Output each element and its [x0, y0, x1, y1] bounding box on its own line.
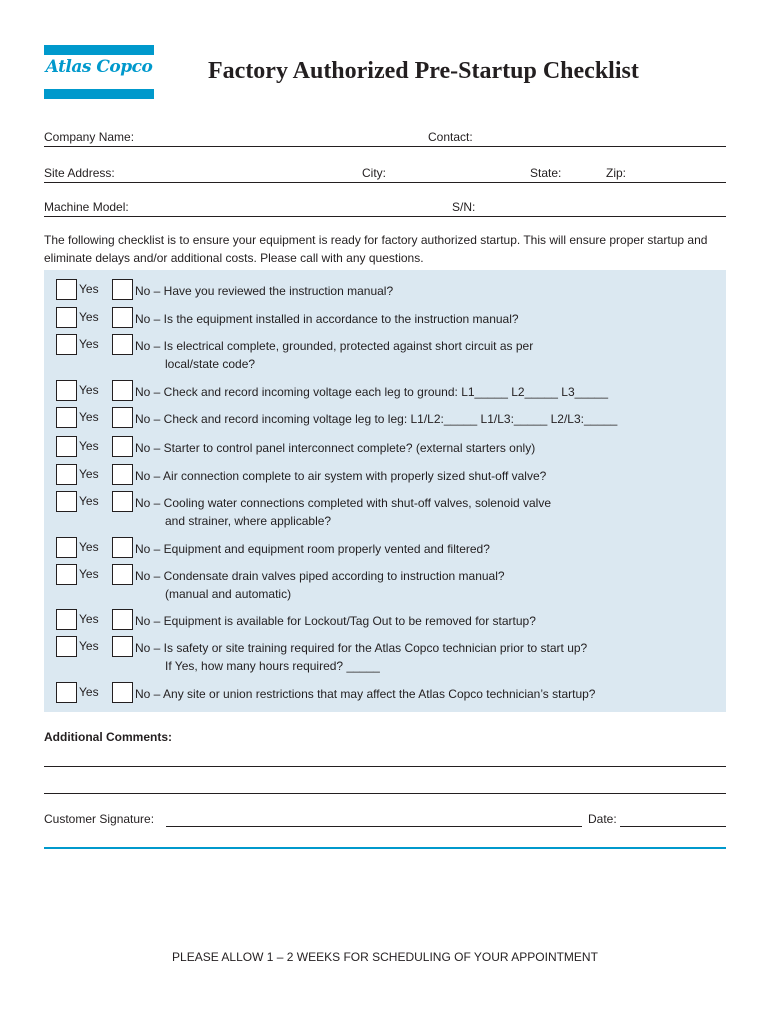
yes-label: Yes — [79, 685, 99, 699]
checklist-question — [135, 439, 535, 457]
yes-label: Yes — [79, 567, 99, 581]
comment-line[interactable] — [44, 766, 726, 767]
yes-label: Yes — [79, 337, 99, 351]
no-checkbox[interactable] — [112, 609, 133, 630]
yes-checkbox[interactable] — [56, 682, 77, 703]
customer-signature-label: Customer Signature: — [44, 812, 155, 826]
yes-label: Yes — [79, 467, 99, 481]
question-line-1: No – Starter to control panel interconnect complete? (external starters only) — [135, 441, 536, 455]
no-checkbox[interactable] — [112, 682, 133, 703]
no-checkbox[interactable] — [112, 436, 133, 457]
checklist-question — [135, 282, 393, 300]
yes-checkbox[interactable] — [56, 564, 77, 585]
question-line-2: (manual and automatic) — [165, 587, 292, 601]
page-title: Factory Authorized Pre-Startup Checklist — [208, 58, 639, 84]
footer-notice: PLEASE ALLOW 1 – 2 WEEKS FOR SCHEDULING OF YOUR APPOINTMENT — [172, 950, 598, 964]
question-line-1: No – Any site or union restrictions that may affect the Atlas Copco technician’s startup? — [135, 687, 596, 701]
yes-checkbox[interactable] — [56, 407, 77, 428]
yes-checkbox[interactable] — [56, 380, 77, 401]
customer-signature-line[interactable] — [166, 826, 582, 827]
address-row[interactable] — [44, 164, 726, 183]
question-line-2: and strainer, where applicable? — [165, 514, 332, 528]
yes-checkbox[interactable] — [56, 279, 77, 300]
question-line-1: No – Equipment is available for Lockout/Tag Out to be removed for startup? — [135, 614, 536, 628]
logo-top-bar — [44, 45, 154, 55]
checklist-question — [135, 540, 490, 558]
logo-bottom-bar — [44, 89, 154, 99]
additional-comments-label: Additional Comments: — [44, 730, 172, 744]
checklist-question — [135, 337, 533, 373]
checklist-question — [135, 639, 587, 675]
date-line[interactable] — [620, 826, 726, 827]
yes-label: Yes — [79, 494, 99, 508]
yes-checkbox[interactable] — [56, 334, 77, 355]
checklist-question — [135, 612, 536, 630]
checklist-question — [135, 410, 617, 428]
intro-text: The following checklist is to ensure your equipment is ready for factory authorized startup. This will ensure proper startup and eliminate delays and/or additional costs. Please call with any questions. — [44, 233, 708, 265]
site-address-label: Site Address: — [44, 166, 115, 180]
yes-checkbox[interactable] — [56, 491, 77, 512]
question-line-2: If Yes, how many hours required? _____ — [165, 659, 380, 673]
no-checkbox[interactable] — [112, 279, 133, 300]
yes-label: Yes — [79, 383, 99, 397]
no-checkbox[interactable] — [112, 636, 133, 657]
checklist-question — [135, 494, 551, 530]
no-checkbox[interactable] — [112, 564, 133, 585]
atlas-copco-logo — [44, 45, 154, 99]
no-checkbox[interactable] — [112, 307, 133, 328]
yes-checkbox[interactable] — [56, 464, 77, 485]
question-line-1: No – Check and record incoming voltage each leg to ground: L1_____ L2_____ L3_____ — [135, 385, 609, 399]
yes-checkbox[interactable] — [56, 636, 77, 657]
yes-label: Yes — [79, 410, 99, 424]
checklist-question — [135, 383, 608, 401]
question-line-1: No – Cooling water connections completed with shut-off valves, solenoid valve — [135, 496, 552, 510]
yes-label: Yes — [79, 540, 99, 554]
state-label: State: — [530, 166, 562, 180]
yes-label: Yes — [79, 612, 99, 626]
no-checkbox[interactable] — [112, 491, 133, 512]
city-label: City: — [362, 166, 386, 180]
comment-line[interactable] — [44, 793, 726, 794]
checklist-question — [135, 467, 546, 485]
date-label: Date: — [588, 812, 617, 826]
question-line-1: No – Equipment and equipment room properly vented and filtered? — [135, 542, 490, 556]
question-line-1: No – Have you reviewed the instruction manual? — [135, 284, 394, 298]
divider-rule — [44, 847, 726, 849]
checklist-question — [135, 685, 595, 703]
yes-label: Yes — [79, 310, 99, 324]
zip-label: Zip: — [606, 166, 627, 180]
yes-checkbox[interactable] — [56, 609, 77, 630]
checklist-question — [135, 567, 505, 603]
no-checkbox[interactable] — [112, 334, 133, 355]
no-checkbox[interactable] — [112, 380, 133, 401]
company-contact-row[interactable] — [44, 128, 726, 147]
checklist-question — [135, 310, 519, 328]
contact-label: Contact: — [428, 130, 473, 144]
yes-label: Yes — [79, 439, 99, 453]
logo-text: Atlas Copco — [45, 57, 153, 77]
yes-checkbox[interactable] — [56, 436, 77, 457]
question-line-1: No – Is electrical complete, grounded, protected against short circuit as per — [135, 339, 534, 353]
no-checkbox[interactable] — [112, 537, 133, 558]
yes-label: Yes — [79, 282, 99, 296]
machine-model-label: Machine Model: — [44, 200, 129, 214]
question-line-2: local/state code? — [165, 357, 256, 371]
yes-checkbox[interactable] — [56, 537, 77, 558]
question-line-1: No – Air connection complete to air system with properly sized shut-off valve? — [135, 469, 547, 483]
question-line-1: No – Check and record incoming voltage leg to leg: L1/L2:_____ L1/L3:_____ L2/L3:_____ — [135, 412, 618, 426]
question-line-1: No – Is the equipment installed in accordance to the instruction manual? — [135, 312, 519, 326]
sn-label: S/N: — [452, 200, 476, 214]
no-checkbox[interactable] — [112, 464, 133, 485]
company-name-label: Company Name: — [44, 130, 135, 144]
question-line-1: No – Condensate drain valves piped according to instruction manual? — [135, 569, 505, 583]
no-checkbox[interactable] — [112, 407, 133, 428]
machine-row[interactable] — [44, 198, 726, 217]
yes-checkbox[interactable] — [56, 307, 77, 328]
yes-label: Yes — [79, 639, 99, 653]
question-line-1: No – Is safety or site training required for the Atlas Copco technician prior to start up? — [135, 641, 588, 655]
